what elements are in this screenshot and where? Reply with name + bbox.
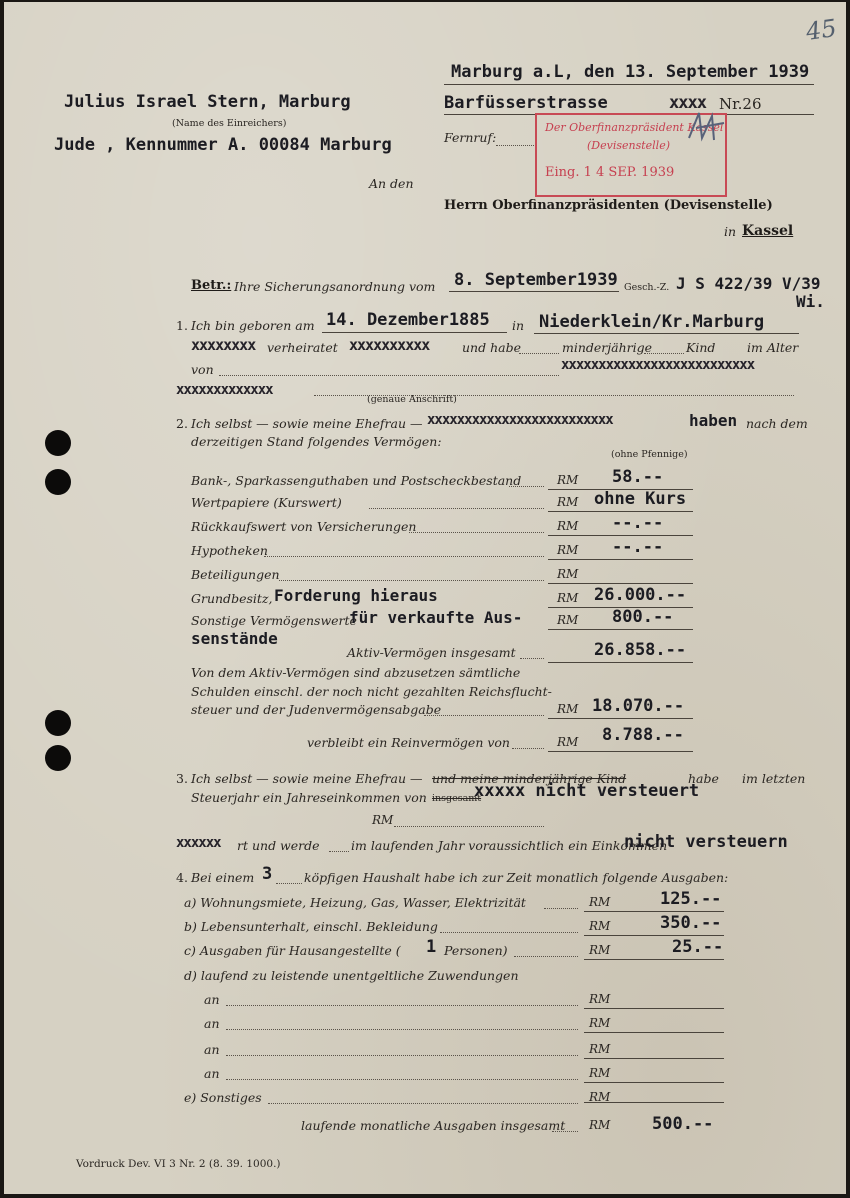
- an-den: An den: [369, 176, 414, 191]
- rein-label: verbleibt ein Reinvermögen von: [307, 735, 510, 750]
- subject-date: 8. September1939: [454, 270, 618, 290]
- expense-label: a) Wohnungsmiete, Heizung, Gas, Wasser, Elektrizität: [184, 895, 526, 910]
- dot-leader: [279, 579, 544, 581]
- s3-habe: habe: [688, 771, 719, 786]
- stamp-line-3: Eing. 1 4 SEP. 1939: [545, 165, 675, 180]
- s3-insgesamt: insgesamt: [432, 793, 482, 804]
- expense-currency: RM: [589, 943, 611, 957]
- value-underline: [548, 511, 693, 512]
- s1-text-a: Ich bin geboren am: [191, 318, 315, 333]
- s2-struck: xxxxxxxxxxxxxxxxxxxxxxxxx: [427, 412, 613, 428]
- s3-struck-2: xxxxxx: [176, 835, 221, 851]
- stamp-line-1: Der Oberfinanzpräsident Kassel: [545, 121, 724, 134]
- gesch-label: Gesch.-Z.: [624, 282, 670, 293]
- s4-num: 4.: [176, 870, 188, 885]
- dot-leader: [440, 931, 578, 933]
- asset-label: Sonstige Vermögenswerte: [191, 613, 357, 628]
- value-underline: [584, 911, 724, 912]
- total-label: laufende monatliche Ausgaben insgesamt: [301, 1118, 566, 1133]
- debt-3: steuer und der Judenvermögensabgabe: [191, 702, 442, 717]
- value-underline: [584, 959, 724, 960]
- expense-label: b) Lebensunterhalt, einschl. Bekleidung: [184, 919, 438, 934]
- expense-value: 125.--: [660, 889, 722, 909]
- s1-verheiratet: verheiratet: [267, 340, 338, 355]
- expense-label: c) Ausgaben für Hausangestellte (: [184, 943, 401, 958]
- dot-leader: [226, 1078, 578, 1080]
- an-currency: RM: [589, 1042, 611, 1056]
- an-label: an: [204, 992, 220, 1007]
- punch-hole: [45, 430, 71, 456]
- gesch-suffix: Wi.: [796, 292, 825, 311]
- document-page: [4, 2, 846, 1194]
- value-underline: [548, 559, 693, 560]
- ohne-pfennige: (ohne Pfennige): [611, 449, 688, 460]
- s2-haben: haben: [689, 411, 738, 430]
- street-struck: xxxx: [669, 93, 706, 113]
- an-currency: RM: [589, 1066, 611, 1080]
- asset-label: Rückkaufswert von Versicherungen: [191, 519, 417, 534]
- street-nr: Nr.26: [719, 95, 762, 113]
- stamp-line-2: (Devisenstelle): [587, 139, 671, 152]
- s3-num: 3.: [176, 771, 188, 786]
- rein-value: 8.788.--: [602, 725, 684, 745]
- phone-label: Fernruf:: [444, 130, 497, 145]
- d-label: d) laufend zu leistende unentgeltliche Zuwendungen: [184, 968, 519, 983]
- asset-note: für verkaufte Aus-: [349, 608, 523, 627]
- s2-num: 2.: [176, 416, 188, 431]
- page-number: 45: [804, 14, 839, 46]
- s4-text-b: köpfigen Haushalt habe ich zur Zeit monatlich folgende Ausgaben:: [304, 870, 729, 885]
- dot-leader: [226, 1004, 578, 1006]
- value-underline: [584, 1082, 724, 1083]
- dot-leader: [226, 1054, 578, 1056]
- expense-currency: RM: [589, 919, 611, 933]
- expense-count: 1: [426, 937, 437, 957]
- s3-typed-2: nicht versteuern: [624, 832, 788, 852]
- dot-leader: [544, 907, 578, 909]
- dot-leader: [369, 507, 544, 509]
- s1-genaue: (genaue Anschrift): [367, 394, 457, 405]
- asset-value: --.--: [612, 513, 664, 533]
- sender-id-line: Jude , Kennummer A. 00084 Marburg: [54, 135, 392, 155]
- s3-text-a: Ich selbst — sowie meine Ehefrau —: [191, 771, 423, 786]
- value-underline: [584, 1032, 724, 1033]
- recipient-name: Herrn Oberfinanzpräsidenten (Devisenstelle): [444, 198, 773, 213]
- value-underline: [548, 535, 693, 536]
- sender-street: Barfüsserstrasse: [444, 93, 608, 113]
- s3-typed-1: xxxxx nicht versteuert: [474, 781, 700, 801]
- total-value: 500.--: [652, 1114, 714, 1134]
- asset-label: Wertpapiere (Kurswert): [191, 495, 342, 510]
- debt-1: Von dem Aktiv-Vermögen sind abzusetzen sämtliche: [191, 665, 521, 680]
- aktiv-label: Aktiv-Vermögen insgesamt: [347, 645, 516, 660]
- expense-value: 350.--: [660, 913, 722, 933]
- s3-im-letzten: im letzten: [742, 771, 806, 786]
- s1-num: 1.: [176, 318, 188, 333]
- asset-value: --.--: [612, 537, 664, 557]
- punch-hole: [45, 710, 71, 736]
- sender-name: Julius Israel Stern, Marburg: [64, 92, 351, 112]
- asset-label: Grundbesitz,: [191, 591, 273, 606]
- gesch-value: J S 422/39 V/39: [676, 274, 821, 293]
- dot-leader: [226, 1028, 578, 1030]
- total-currency: RM: [589, 1118, 611, 1132]
- s1-im-alter: im Alter: [747, 340, 799, 355]
- rein-currency: RM: [557, 735, 579, 749]
- aktiv-value: 26.858.--: [594, 640, 687, 660]
- debt-2: Schulden einschl. der noch nicht gezahlten Reichsflucht-: [191, 684, 552, 699]
- s2-text-b: derzeitigen Stand folgendes Vermögen:: [191, 434, 442, 449]
- asset-value: ohne Kurs: [594, 489, 687, 509]
- asset-note: Forderung hieraus: [274, 586, 438, 605]
- s1-in: in: [512, 318, 525, 333]
- asset-label: Hypotheken: [191, 543, 268, 558]
- dot-leader: [514, 955, 578, 957]
- expense-currency: RM: [589, 895, 611, 909]
- e-label: e) Sonstiges: [184, 1090, 262, 1105]
- s1-von: von: [191, 362, 214, 377]
- punch-hole: [45, 745, 71, 771]
- birth-date: 14. Dezember1885: [326, 310, 490, 330]
- handwritten-mark: [684, 108, 734, 148]
- s1-und-habe: und habe: [462, 340, 521, 355]
- an-label: an: [204, 1066, 220, 1081]
- dot-leader: [409, 531, 544, 533]
- asset-currency: RM: [557, 591, 579, 605]
- s3-text-c: rt und werde: [237, 838, 320, 853]
- sender-name-caption: (Name des Einreichers): [172, 118, 287, 129]
- place-date: Marburg a.L, den 13. September 1939: [451, 62, 810, 82]
- debt-currency: RM: [557, 702, 579, 716]
- expense-value: 25.--: [672, 937, 724, 957]
- asset-currency: RM: [557, 543, 579, 557]
- asset-currency: RM: [557, 613, 579, 627]
- s2-text-a: Ich selbst — sowie meine Ehefrau —: [191, 416, 423, 431]
- s1-struck-d: xxxxxxxxxxxxx: [176, 382, 273, 398]
- asset-currency: RM: [557, 567, 579, 581]
- s1-struck-c: xxxxxxxxxxxxxxxxxxxxxxxxxx: [561, 357, 755, 373]
- debt-value: 18.070.--: [592, 696, 685, 716]
- s1-struck-a: xxxxxxxx: [191, 336, 256, 354]
- asset-currency: RM: [557, 495, 579, 509]
- an-label: an: [204, 1016, 220, 1031]
- asset-currency: RM: [557, 473, 579, 487]
- value-underline: [548, 629, 693, 630]
- asset-value: 26.000.--: [594, 585, 687, 605]
- value-underline: [548, 583, 693, 584]
- an-label: an: [204, 1042, 220, 1057]
- s1-kind: Kind: [686, 340, 716, 355]
- recipient-in: in: [724, 224, 737, 239]
- value-underline: [584, 935, 724, 936]
- recipient-city: Kassel: [742, 223, 794, 239]
- asset-label: Beteiligungen: [191, 567, 280, 582]
- asset-value: 58.--: [612, 467, 664, 487]
- punch-hole: [45, 469, 71, 495]
- s1-minderjaehrige: minderjährige: [562, 340, 653, 355]
- asset-value: 800.--: [612, 607, 674, 627]
- expense-label-end: Personen): [444, 943, 508, 958]
- e-currency: RM: [589, 1090, 611, 1104]
- birth-place: Niederklein/Kr.Marburg: [539, 312, 765, 332]
- dot-leader: [264, 555, 544, 557]
- s2-nach-dem: nach dem: [746, 416, 808, 431]
- value-underline: [584, 1008, 724, 1009]
- s3-text-d: im laufenden Jahr voraussichtlich ein Einkommen: [351, 838, 668, 853]
- an-currency: RM: [589, 1016, 611, 1030]
- note-cont: senstände: [191, 629, 278, 648]
- s3-rm: RM: [372, 813, 394, 827]
- subject-text: Ihre Sicherungsanordnung vom: [234, 279, 436, 294]
- dot-leader: [509, 485, 544, 487]
- subject-label: Betr.:: [191, 278, 232, 293]
- s3-struck: und meine minderjährige Kind: [432, 771, 627, 786]
- asset-currency: RM: [557, 519, 579, 533]
- form-footer: Vordruck Dev. VI 3 Nr. 2 (8. 39. 1000.): [76, 1158, 281, 1170]
- s4-persons: 3: [262, 864, 273, 884]
- an-currency: RM: [589, 992, 611, 1006]
- s3-text-b: Steuerjahr ein Jahreseinkommen von: [191, 790, 427, 805]
- s1-struck-b: xxxxxxxxxx: [349, 336, 430, 354]
- asset-label: Bank-, Sparkassenguthaben und Postscheckbestand: [191, 473, 522, 488]
- s4-text-a: Bei einem: [191, 870, 255, 885]
- value-underline: [584, 1058, 724, 1059]
